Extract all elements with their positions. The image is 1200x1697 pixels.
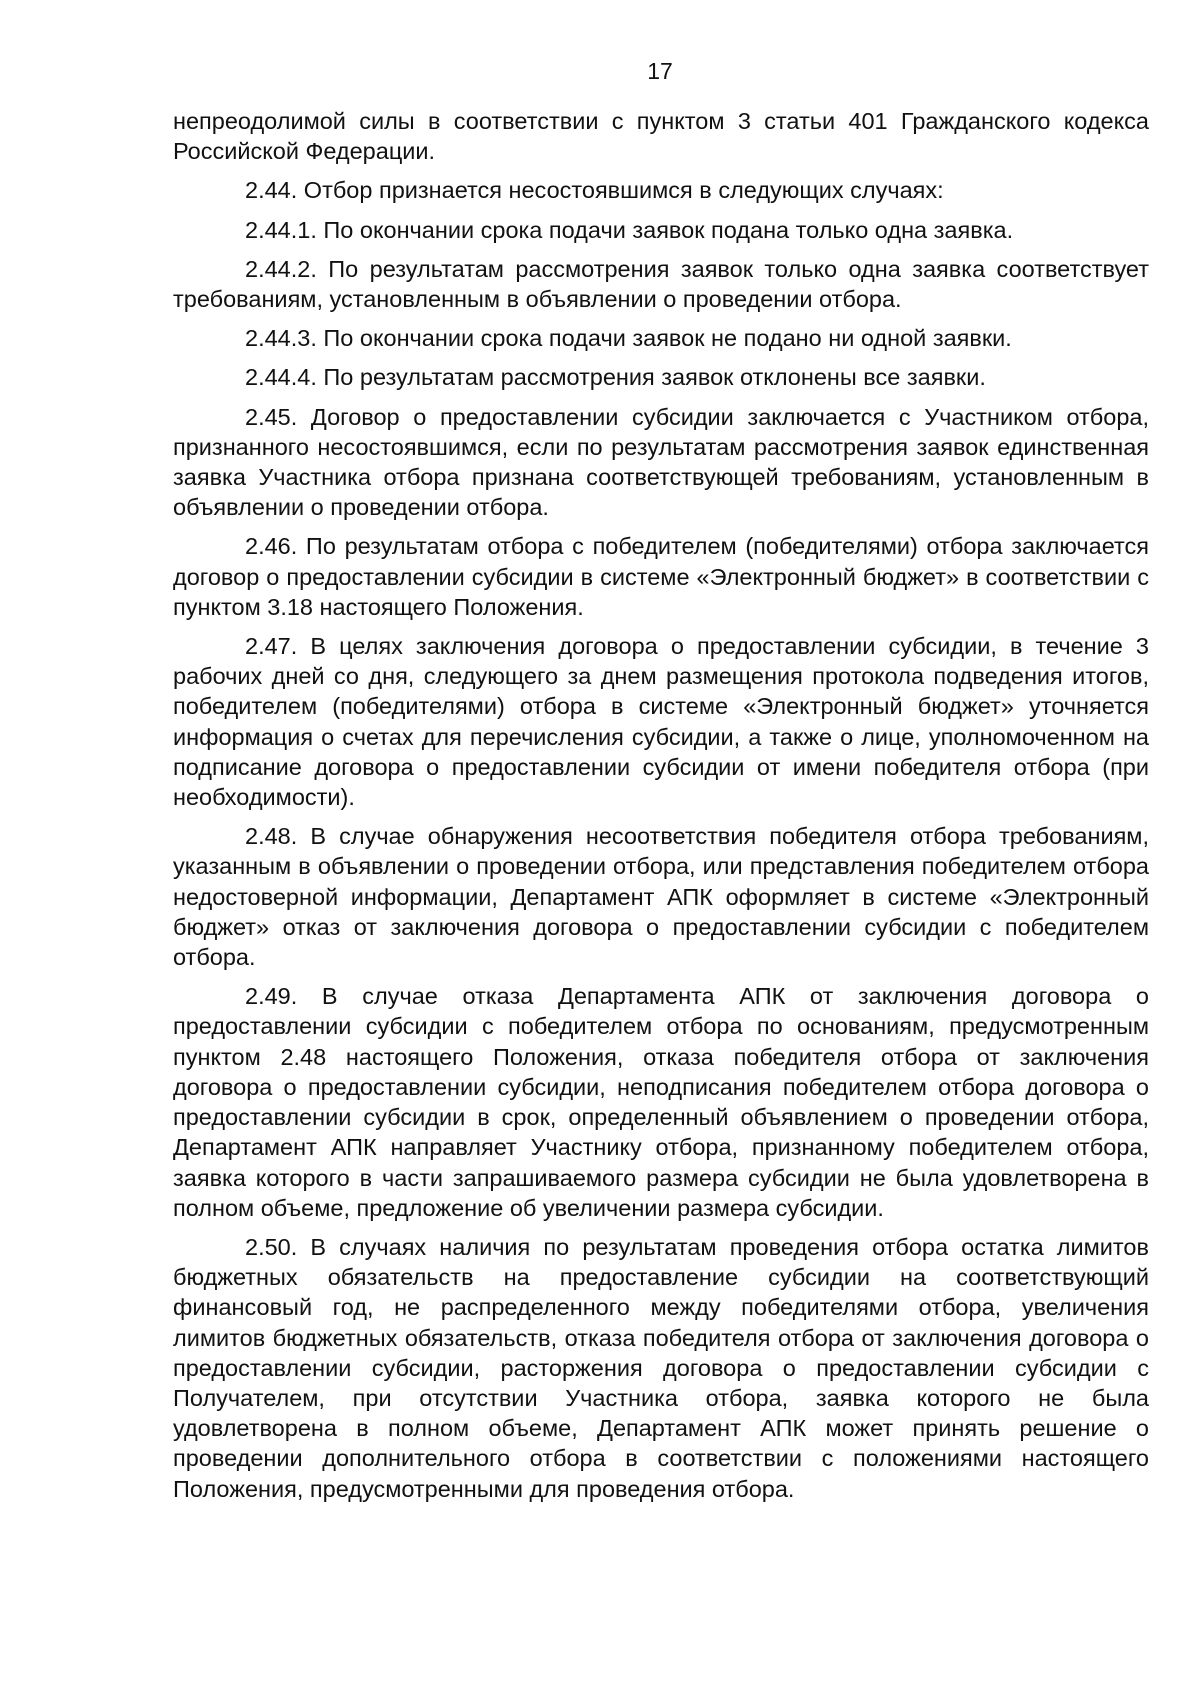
paragraph-2-49: 2.49. В случае отказа Департамента АПК от заключения договора о предоставлении субсидии с победителем отбора по основаниям, предусмотренным пунктом 2.48 настоящего Положения, отказа победителя отбора от заключения договора о предоставлении субсидии, неподписания победителем отбора договора о предоставлении субсидии в срок, определенный объявлением о проведении отбора, Департамент АПК направляет Участнику отбора, признанному победителем отбора, заявка которого в части запрашиваемого размера субсидии не была удовлетворена в полном объеме, предложение об увеличении размера субсидии. bbox=[173, 983, 1149, 1221]
paragraph-2-47: 2.47. В целях заключения договора о предоставлении субсидии, в течение 3 рабочих дней со дня, следующего за днем размещения протокола подведения итогов, победителем (победителями) отбора в системе «Электронный бюджет» уточняется информация о счетах для перечисления субсидии, а также о лице, уполномоченном на подписание договора о предоставлении субсидии от имени победителя отбора (при необходимости). bbox=[173, 633, 1149, 811]
paragraph-2-50: 2.50. В случаях наличия по результатам проведения отбора остатка лимитов бюджетных обязательств на предоставление субсидии на соответствующий финансовый год, не распределенного между победителями отбора, увеличения лимитов бюджетных обязательств, отказа победителя отбора от заключения договора о предоставлении субсидии, расторжения договора о предоставлении субсидии с Получателем, при отсутствии Участника отбора, заявка которого не была удовлетворена в полном объеме, Департамент АПК может принять решение о проведении дополнительного отбора в соответствии с положениями настоящего Положения, предусмотренными для проведения отбора. bbox=[173, 1233, 1149, 1502]
paragraph-2-44: 2.44. Отбор признается несостоявшимся в следующих случаях: bbox=[245, 177, 944, 204]
page-number: 17 bbox=[647, 58, 673, 84]
paragraph-2-44-1: 2.44.1. По окончании срока подачи заявок подана только одна заявка. bbox=[245, 216, 1014, 243]
paragraph-continuation: непреодолимой силы в соответствии с пунктом 3 статьи 401 Гражданского кодекса Российской Федерации. bbox=[173, 108, 1149, 165]
paragraph-2-46: 2.46. По результатам отбора с победителем (победителями) отбора заключается договор о предоставлении субсидии в системе «Электронный бюджет» в соответствии с пунктом 3.18 настоящего Положения. bbox=[173, 533, 1149, 620]
paragraph-2-48: 2.48. В случае обнаружения несоответствия победителя отбора требованиям, указанным в объявлении о проведении отбора, или представления победителем отбора недостоверной информации, Департамент АПК оформляет в системе «Электронный бюджет» отказ от заключения договора о предоставлении субсидии с победителем отбора. bbox=[173, 823, 1149, 971]
paragraph-2-44-4: 2.44.4. По результатам рассмотрения заявок отклонены все заявки. bbox=[245, 364, 986, 391]
paragraph-2-44-2: 2.44.2. По результатам рассмотрения заявок только одна заявка соответствует требованиям, установленным в объявлении о проведении отбора. bbox=[173, 255, 1149, 313]
document-body bbox=[173, 106, 1149, 1513]
paragraph-2-45: 2.45. Договор о предоставлении субсидии заключается с Участником отбора, признанного несостоявшимся, если по результатам рассмотрения заявок единственная заявка Участника отбора признана соответствующей требованиям, установленным в объявлении о проведении отбора. bbox=[173, 403, 1149, 521]
paragraph-2-44-3: 2.44.3. По окончании срока подачи заявок не подано ни одной заявки. bbox=[245, 325, 1012, 352]
